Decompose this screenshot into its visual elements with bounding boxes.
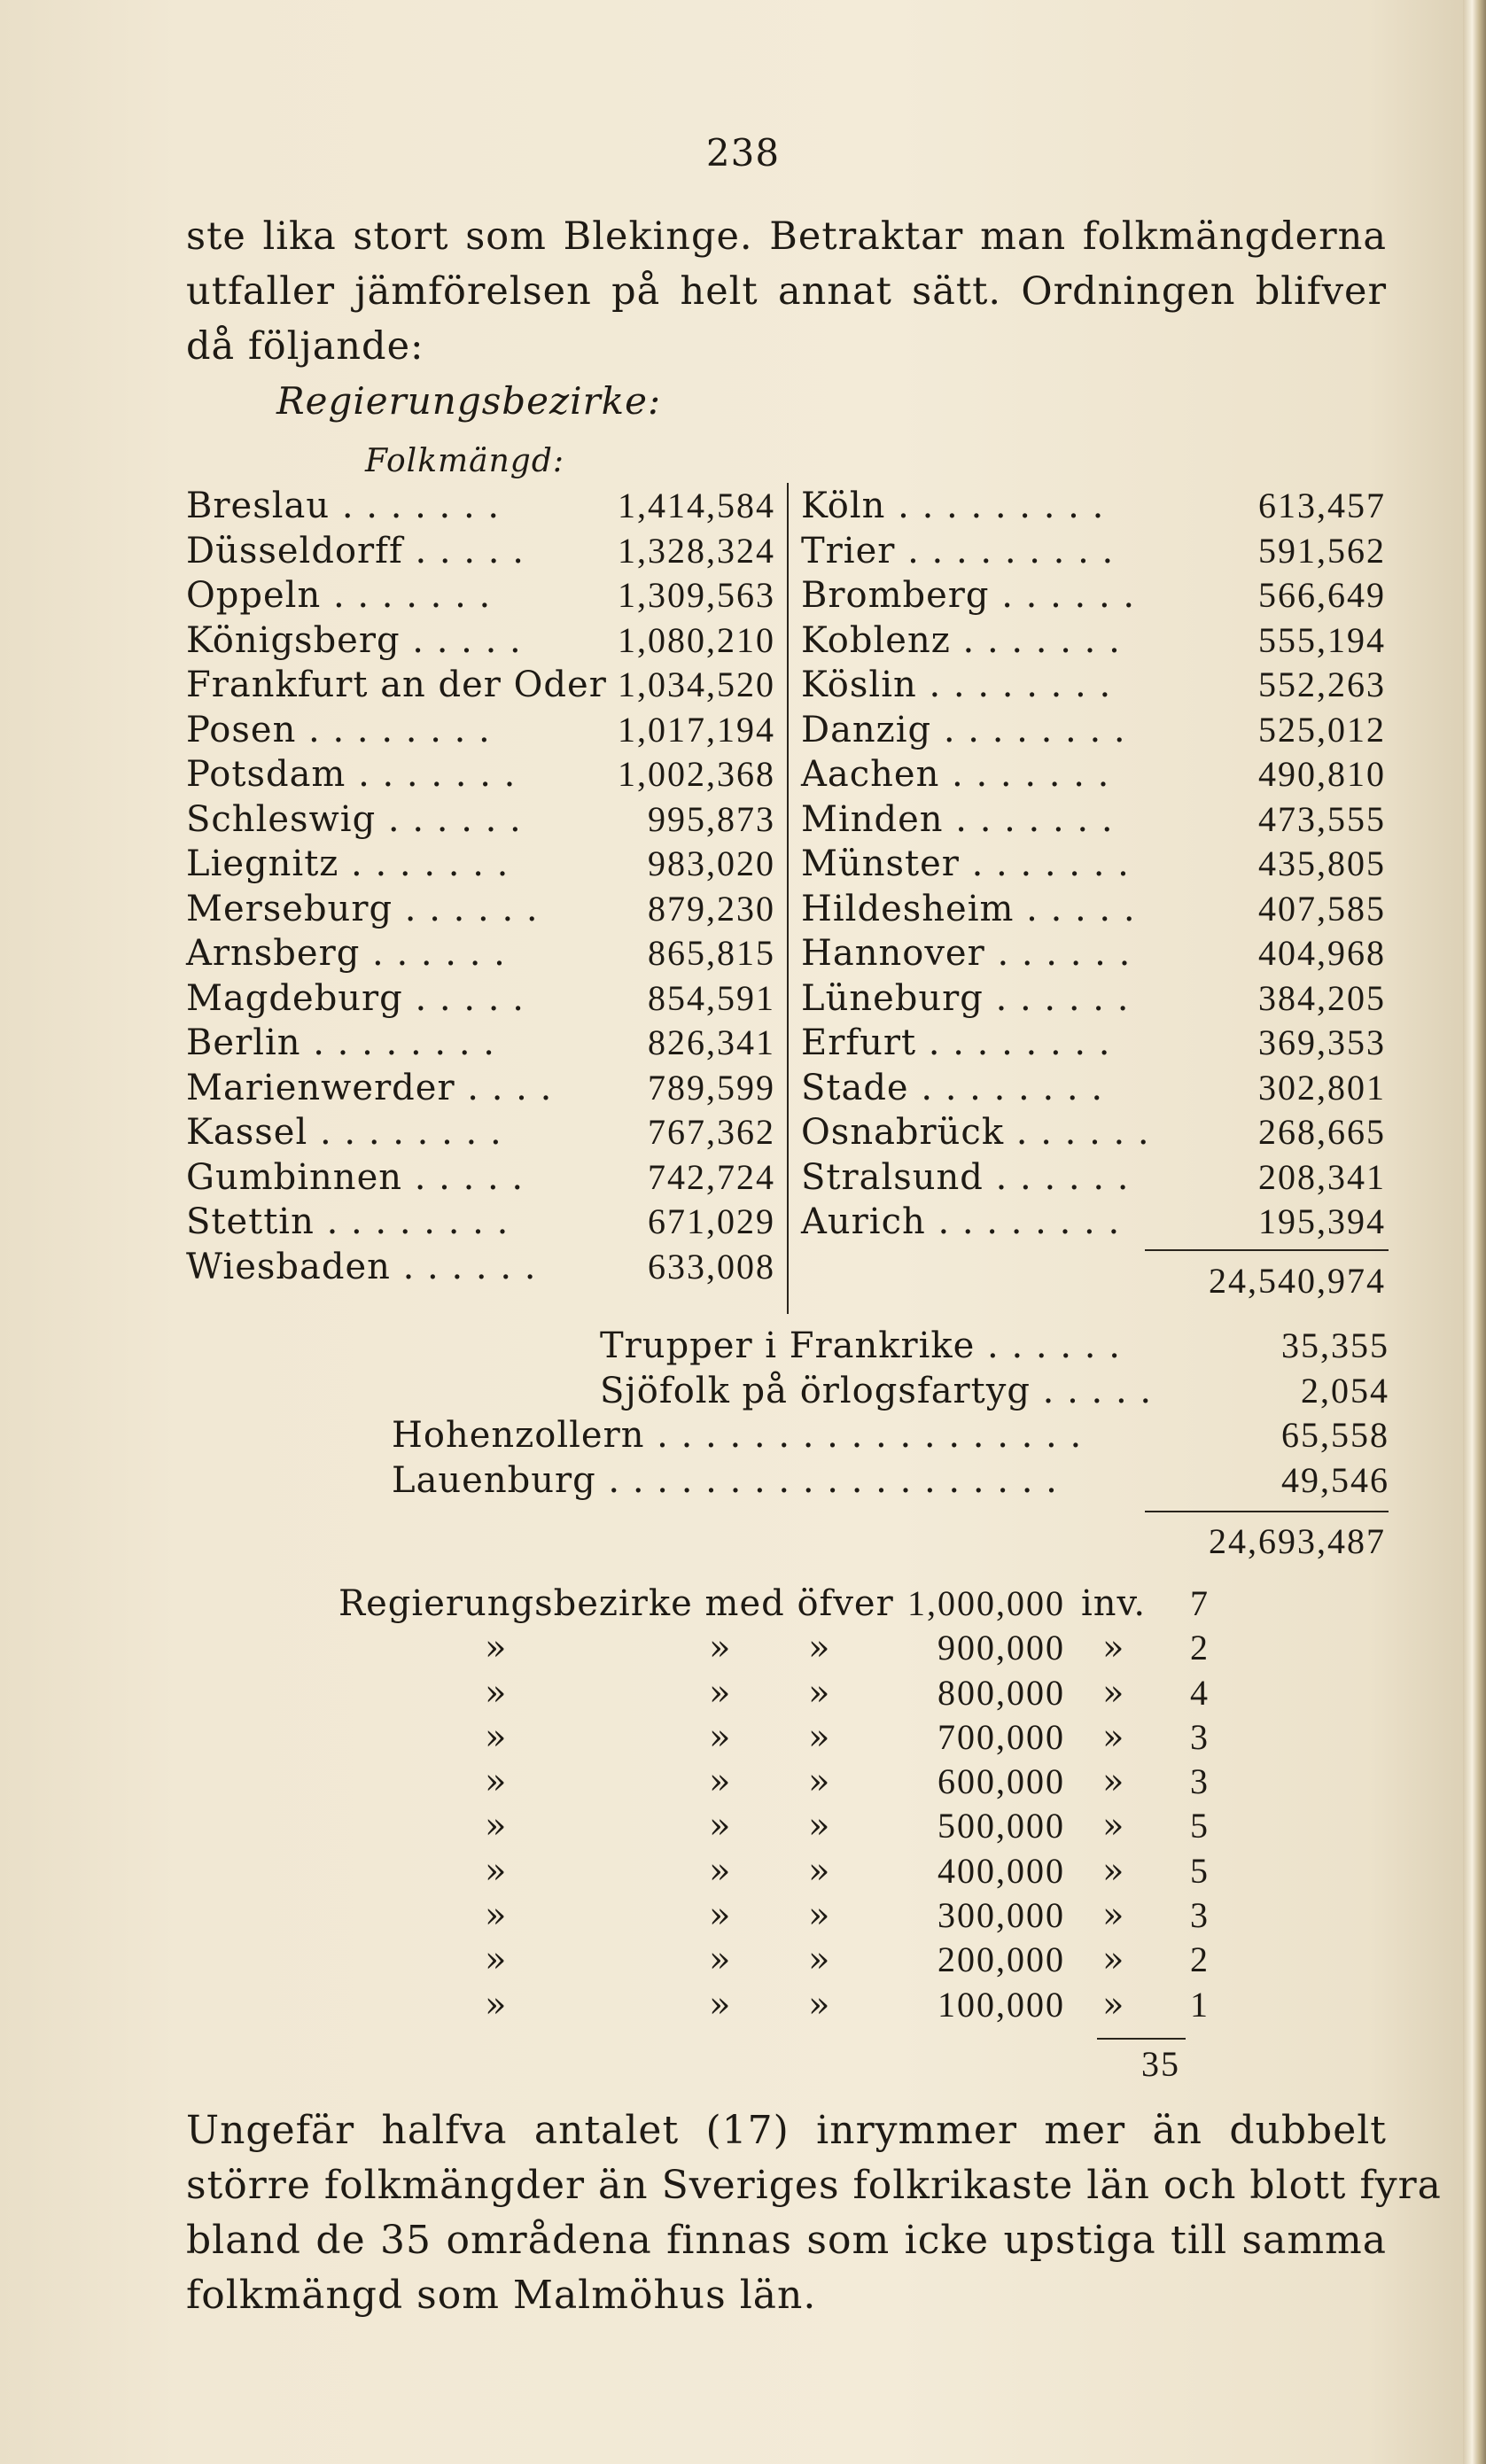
table-row [186,484,775,529]
district-name: Gumbinnen . . . . . [186,1156,525,1198]
ditto-mark: » [709,1895,732,1937]
population-value: 826,341 [648,1022,775,1062]
table-row [801,529,1386,574]
addition-name: Lauenburg . . . . . . . . . . . . . . . . . . . [392,1459,1058,1501]
ditto-mark: » [808,1628,831,1669]
district-name: Aachen . . . . . . . [801,754,1110,795]
threshold-value: 600,000 [938,1761,1065,1802]
table-row [186,663,775,708]
population-value: 613,457 [1258,486,1386,525]
distribution-row [338,1893,1209,1938]
population-value: 566,649 [1258,575,1386,615]
addition-value: 65,558 [1281,1415,1389,1455]
district-name: Danzig . . . . . . . . [801,709,1126,750]
ditto-mark: » [808,1939,831,1981]
district-name: Stettin . . . . . . . . [186,1201,510,1242]
district-name: Oppeln . . . . . . . [186,575,492,616]
count-value: 5 [1190,1806,1209,1846]
table-row [186,1110,775,1155]
table-row [801,752,1386,797]
table-row [186,1155,775,1201]
distribution-table [338,1582,1209,2027]
district-name: Frankfurt an der Oder [186,665,607,705]
table-row [801,663,1386,708]
district-name: Köslin . . . . . . . . [801,665,1112,705]
district-name: Kassel . . . . . . . . [186,1112,502,1153]
additions-list [372,1324,1389,1503]
addition-row [372,1458,1389,1504]
count-value: 2 [1190,1939,1209,1980]
table-row [186,1200,775,1245]
table-row [186,708,775,753]
distribution-total: 35 [1141,2044,1180,2084]
ditto-mark: » [485,1761,508,1803]
table-row [801,708,1386,753]
distribution-row [338,1804,1209,1848]
table-row [186,842,775,887]
population-value: 1,017,194 [618,709,775,750]
population-value: 435,805 [1258,843,1386,883]
ditto-mark: » [808,1895,831,1937]
table-row [801,887,1386,932]
ditto-mark: » [1102,1939,1125,1981]
count-value: 2 [1190,1628,1209,1668]
district-name: Breslau . . . . . . . [186,486,501,526]
conclusion-line: större folkmängder än Sveriges folkrikaste län och blott fyra [186,2163,1442,2208]
ditto-mark: » [808,1716,831,1758]
table-row [186,618,775,664]
distribution-row [338,1626,1209,1670]
subtotal-rule [1145,1249,1389,1251]
population-value: 404,968 [1258,933,1386,973]
column-subheading: Folkmängd: [365,443,565,479]
population-value: 369,353 [1258,1022,1386,1062]
table-row [186,752,775,797]
distribution-row [338,1715,1209,1760]
ditto-mark: » [709,1984,732,2025]
intro-line: ste lika stort som Blekinge. Betraktar man folkmängderna [186,214,1387,259]
intro-line: utfaller jämförelsen på helt annat sätt. Ordningen blifver [186,269,1387,314]
addition-value: 35,355 [1281,1325,1389,1365]
population-value: 302,801 [1258,1067,1386,1108]
count-value: 3 [1190,1895,1209,1936]
district-name: Marienwerder . . . . [186,1067,553,1108]
population-value: 473,555 [1258,798,1386,839]
district-name: Bromberg . . . . . . [801,575,1136,616]
addition-value: 49,546 [1281,1459,1389,1500]
population-value: 995,873 [648,798,775,839]
ditto-mark: » [1102,1716,1125,1758]
table-row [801,1200,1386,1245]
population-value: 767,362 [648,1112,775,1152]
count-value: 4 [1190,1672,1209,1713]
district-name: Liegnitz . . . . . . . [186,843,510,884]
table-row [801,573,1386,618]
ditto-mark: » [808,1761,831,1803]
distribution-total-rule [1097,2038,1186,2040]
population-value: 552,263 [1258,665,1386,704]
table-row [801,976,1386,1022]
distribution-row [338,1983,1209,2027]
distribution-row [338,1938,1209,1982]
district-name: Lüneburg . . . . . . [801,977,1130,1019]
district-name: Königsberg . . . . . [186,619,522,661]
distribution-row [338,1671,1209,1715]
conclusion-line: folkmängd som Malmöhus län. [186,2273,817,2318]
ditto-mark: » [808,1806,831,1847]
count-value: 3 [1190,1716,1209,1757]
conclusion-line: bland de 35 områdena finnas som icke upstiga till samma [186,2218,1387,2263]
table-row [186,1245,775,1290]
district-name: Potsdam . . . . . . . [186,754,517,795]
threshold-value: 700,000 [938,1716,1065,1757]
ditto-mark: » [709,1716,732,1758]
district-name: Trier . . . . . . . . . [801,530,1115,571]
district-name: Düsseldorff . . . . . [186,530,525,571]
ditto-mark: » [709,1850,732,1892]
district-name: Merseburg . . . . . . [186,888,539,929]
addition-name: Sjöfolk på örlogsfartyg . . . . . [600,1370,1153,1411]
ditto-mark: » [709,1628,732,1669]
conclusion-line: Ungefär halfva antalet (17) inrymmer mer än dubbelt [186,2108,1387,2153]
population-value: 1,414,584 [618,486,775,525]
ditto-mark: » [485,1850,508,1892]
count-value: 3 [1190,1761,1209,1802]
ditto-mark: » [485,1716,508,1758]
table-row [186,976,775,1022]
ditto-mark: » [1102,1984,1125,2025]
table-row [801,1066,1386,1111]
table-row [186,1021,775,1066]
table-row [186,887,775,932]
threshold-value: 800,000 [938,1672,1065,1713]
table-row [801,618,1386,664]
population-value: 208,341 [1258,1156,1386,1197]
table-row [801,1110,1386,1155]
table-row [801,1021,1386,1066]
table-row [801,842,1386,887]
ditto-mark: » [485,1984,508,2025]
threshold-value: 500,000 [938,1806,1065,1846]
population-value: 854,591 [648,977,775,1018]
table-row [186,1066,775,1111]
addition-value: 2,054 [1301,1370,1389,1411]
population-value: 268,665 [1258,1112,1386,1152]
population-value: 671,029 [648,1201,775,1241]
population-value: 1,034,520 [618,665,775,704]
ditto-mark: » [1102,1761,1125,1803]
population-value: 195,394 [1258,1201,1386,1241]
ditto-mark: » [485,1939,508,1981]
table-row [186,573,775,618]
section-heading: Regierungsbezirke: [276,379,662,423]
addition-name: Trupper i Frankrike . . . . . . [600,1325,1121,1366]
table-row [801,484,1386,529]
district-name: Berlin . . . . . . . . [186,1022,495,1063]
population-value: 384,205 [1258,977,1386,1018]
district-name: Arnsberg . . . . . . [186,933,506,974]
district-name: Magdeburg . . . . . [186,977,525,1019]
ditto-mark: » [1102,1672,1125,1714]
threshold-value: 1,000,000 [907,1583,1065,1623]
count-value: 1 [1190,1984,1209,2025]
count-value: 5 [1190,1850,1209,1891]
subtotal: 24,540,974 [1209,1261,1386,1301]
ditto-mark: » [808,1672,831,1714]
population-value: 1,002,368 [618,754,775,794]
threshold-value: 900,000 [938,1628,1065,1668]
population-value: 591,562 [1258,530,1386,571]
ditto-mark: » [485,1806,508,1847]
page-number: 238 [705,131,781,175]
conclusion-paragraph [186,2103,1442,2323]
district-name: Posen . . . . . . . . [186,709,491,750]
addition-row [372,1369,1389,1414]
distribution-row [338,1582,1209,1626]
district-name: Hannover . . . . . . [801,933,1132,974]
district-name: Aurich . . . . . . . . [801,1201,1121,1242]
district-name: Stralsund . . . . . . [801,1156,1130,1198]
left-column-table [186,484,775,1289]
population-value: 789,599 [648,1067,775,1108]
population-value: 633,008 [648,1246,775,1286]
ditto-mark: » [1102,1806,1125,1847]
intro-paragraph [186,209,1387,374]
table-row [801,931,1386,976]
population-value: 407,585 [1258,888,1386,929]
table-row [186,931,775,976]
ditto-mark: » [808,1984,831,2025]
threshold-value: 400,000 [938,1850,1065,1891]
count-value: 7 [1190,1583,1209,1623]
ditto-mark: » [709,1939,732,1981]
district-name: Osnabrück . . . . . . [801,1112,1150,1153]
district-name: Münster . . . . . . . [801,843,1130,884]
district-name: Stade . . . . . . . . [801,1067,1104,1108]
threshold-value: 200,000 [938,1939,1065,1980]
page-edge [1463,0,1486,2464]
grand-total-rule [1145,1511,1389,1512]
ditto-mark: » [709,1806,732,1847]
ditto-mark: » [709,1761,732,1803]
threshold-value: 300,000 [938,1895,1065,1936]
table-row [186,797,775,843]
ditto-mark: » [485,1672,508,1714]
district-name: Hildesheim . . . . . [801,888,1136,929]
ditto-mark: » [1102,1628,1125,1669]
population-value: 1,309,563 [618,575,775,615]
population-value: 983,020 [648,843,775,883]
population-value: 555,194 [1258,619,1386,660]
table-row [801,1155,1386,1201]
right-column-table [801,484,1386,1245]
threshold-value: 100,000 [938,1984,1065,2025]
distribution-row [338,1849,1209,1893]
table-row [186,529,775,574]
population-value: 879,230 [648,888,775,929]
ditto-mark: » [1102,1895,1125,1937]
district-name: Schleswig . . . . . . [186,798,522,840]
ditto-mark: » [1102,1850,1125,1892]
ditto-mark: » [485,1895,508,1937]
intro-line: då följande: [186,324,424,369]
district-name: Köln . . . . . . . . . [801,486,1105,526]
ditto-mark: » [485,1628,508,1669]
addition-row [372,1324,1389,1369]
population-value: 742,724 [648,1156,775,1197]
population-value: 525,012 [1258,709,1386,750]
addition-name: Hohenzollern . . . . . . . . . . . . . . . . . . [392,1415,1083,1456]
ditto-mark: » [808,1850,831,1892]
population-value: 1,328,324 [618,530,775,571]
addition-row [372,1413,1389,1458]
ditto-mark: » [709,1672,732,1714]
district-name: Wiesbaden . . . . . . [186,1246,537,1287]
unit-label: inv. [1081,1583,1147,1624]
district-name: Erfurt . . . . . . . . [801,1022,1111,1063]
grand-total: 24,693,487 [1209,1521,1386,1561]
population-value: 490,810 [1258,754,1386,794]
distribution-label: Regierungsbezirke med öfver [338,1583,894,1624]
distribution-row [338,1760,1209,1804]
district-name: Minden . . . . . . . [801,798,1114,840]
district-name: Koblenz . . . . . . . [801,619,1121,661]
population-value: 1,080,210 [618,619,775,660]
table-row [801,797,1386,843]
population-value: 865,815 [648,933,775,973]
column-divider [787,483,789,1314]
